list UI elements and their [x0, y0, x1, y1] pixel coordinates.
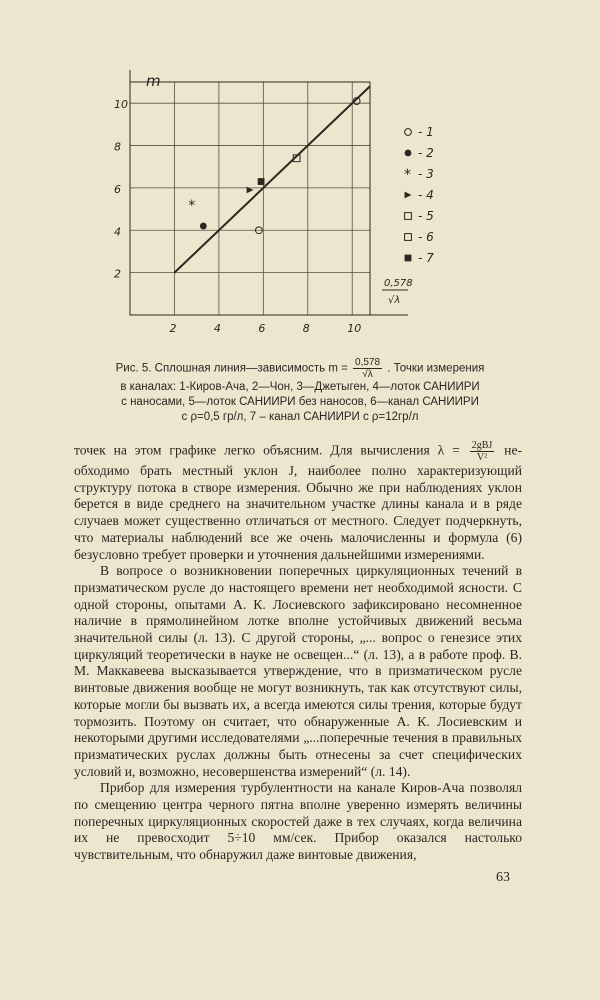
caption-line-1 [80, 357, 520, 380]
regression-line [174, 86, 370, 272]
legend-marker-7 [405, 255, 412, 262]
chart-grid [130, 82, 370, 315]
figure-caption [80, 357, 520, 425]
x-tick-label: 6 [258, 322, 266, 335]
caption-frac-den: √λ [362, 369, 373, 380]
legend-label-4: - 4 [418, 188, 434, 202]
caption-line-2: в каналах: 1-Киров-Ача, 2—Чон, 3—Джетыген, 4—лоток САНИИРИ [120, 381, 480, 393]
caption-line-3: с наносами, 5—лоток САНИИРИ без наносов, 6—канал САНИИРИ [121, 396, 479, 408]
paragraph-1-start: точек на этом графике легко объясним. Для вычисления [74, 442, 430, 458]
y-tick-label: 8 [114, 140, 121, 154]
x-tick-label: 8 [302, 322, 310, 335]
x-axis-label-num: 0,578 [384, 278, 413, 289]
legend-marker-6 [405, 234, 412, 241]
x-tick-label: 10 [347, 322, 362, 335]
x-axis-label-den: √λ [388, 295, 401, 306]
caption-line-4: с ρ=0,5 гр/л, 7 – канал САНИИРИ с ρ=12гр/л [181, 411, 419, 423]
caption-line-1-end: . Точки измерения [387, 362, 485, 375]
chart-marks [174, 86, 370, 272]
legend-label-1: - 1 [418, 125, 434, 139]
chart-svg [78, 60, 478, 360]
lambda-frac-num: 2gBJ [471, 440, 493, 451]
lambda-equation: λ = [437, 442, 460, 458]
legend-label-3: - 3 [418, 167, 434, 181]
y-axis-label: m [146, 72, 161, 90]
body-text [74, 440, 522, 864]
data-point-series-7 [258, 178, 265, 185]
y-tick-label: 10 [114, 98, 128, 112]
page-number: 63 [496, 870, 510, 885]
legend-label-6: - 6 [418, 230, 434, 244]
legend-marker-1 [405, 129, 412, 136]
legend-label-2: - 2 [418, 146, 434, 160]
caption-fraction [353, 357, 382, 380]
x-tick-label: 2 [169, 322, 177, 335]
plot-frame [130, 82, 370, 315]
data-point-series-2 [200, 223, 207, 230]
chart-axes [130, 70, 408, 315]
paragraph-3: Прибор для измерения турбулентности на канале Киров-Ача позволял по смещению центра черного пятна вполне уверенно измерять величины поперечных циркуляционных скоростей даже в тех случаях, когда величина их не превосходит 5÷10 мм/сек. Прибор оказался настолько чувствительным, что обнаружил даже винтовые движения, [74, 780, 522, 863]
y-tick-label: 2 [114, 267, 121, 281]
chart-legend [404, 125, 434, 265]
lambda-fraction [470, 440, 495, 463]
legend-marker-2 [405, 150, 412, 157]
figure-5-chart [78, 60, 478, 360]
y-tick-label: 6 [114, 182, 121, 196]
caption-frac-num: 0,578 [355, 357, 381, 368]
y-tick-label: 4 [114, 225, 121, 239]
chart-ticks [114, 98, 361, 335]
legend-label-5: - 5 [418, 209, 434, 223]
legend-marker-4 [405, 192, 412, 199]
paragraph-2: В вопросе о возникновении поперечных циркуляционных течений в призматическом русле до настоящего времени нет необходимой ясности. С одной стороны, опытами А. К. Лосиевского зафиксировано несомненное наличие в прямолинейном лотке вполне устойчивых движений весьма значительной силы (л. 13). С другой стороны, „... вопрос о генезисе этих циркуляций теоретически в науке не освещен...“ (л. 13), а в работе проф. В. М. Маккавеева высказывается утверждение, что в призматическом русле винтовые движения вообще не могут возникнуть, так как отсутствуют силы, которые могли бы вызвать их, а всегда имеются силы трения, которые будут тормозить. Поэтому он считает, что обнаруженные А. К. Лосиевским и некоторыми другими исследователями „...поперечные течения в правильных призматических руслах должны быть отнесены за счет специфических условий и, возможно, несовершенства измерений“ (л. 14). [74, 563, 522, 779]
paragraph-1 [74, 440, 522, 563]
legend-marker-3: * [404, 167, 411, 183]
caption-line-1-start: Рис. 5. Сплошная линия—зависимость m = [115, 362, 348, 375]
lambda-frac-den: V² [476, 452, 488, 463]
x-tick-label: 4 [213, 322, 221, 335]
paragraph-1-end: не-обходимо брать местный уклон J, наиболее полно характеризующий структуру потока в створе измерения. Обычно же при наблюдениях уклон берется в виде среднего на значительном участке длины канала и в ряде случаев может существенно отличаться от местного. Следует подчеркнуть, что материалы наблюдений все же очень малочисленны и формула (6) безусловно требует проверки и уточнения дальнейшими измерениями. [74, 442, 523, 562]
legend-marker-5 [405, 213, 412, 220]
data-point-series-3: * [188, 197, 196, 214]
legend-label-7: - 7 [418, 251, 434, 265]
